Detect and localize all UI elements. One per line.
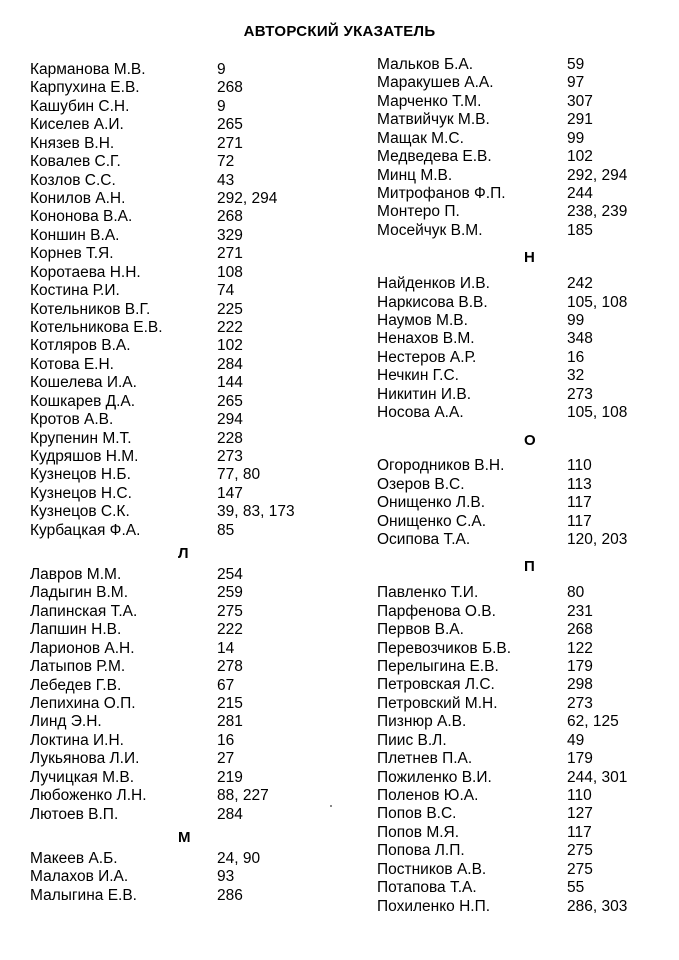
page-numbers: 185 xyxy=(567,221,593,239)
page-numbers: 147 xyxy=(217,484,243,502)
index-entry xyxy=(377,787,677,805)
author-name: Латыпов Р.М. xyxy=(30,658,126,676)
page-numbers: 39, 83, 173 xyxy=(217,503,295,521)
author-name: Постников А.В. xyxy=(377,860,487,878)
page-numbers: 62, 125 xyxy=(567,713,619,731)
page-numbers: 113 xyxy=(567,475,592,493)
page-numbers: 292, 294 xyxy=(217,190,278,207)
author-name: Ковалев С.Г. xyxy=(30,153,121,171)
index-entry xyxy=(377,56,677,74)
page-numbers: 144 xyxy=(217,374,243,392)
page-numbers: 271 xyxy=(217,134,243,152)
index-entry xyxy=(377,457,677,475)
index-entry xyxy=(30,282,340,300)
index-entry xyxy=(30,769,340,787)
page-numbers: 108 xyxy=(217,263,243,281)
author-name: Лавров М.М. xyxy=(30,565,122,583)
author-name: Матвийчук М.В. xyxy=(377,111,490,129)
page-numbers: 222 xyxy=(217,319,243,337)
author-name: Кононова В.А. xyxy=(30,208,133,226)
page-numbers: 105, 108 xyxy=(567,293,628,311)
page-numbers: 265 xyxy=(217,392,243,410)
index-entry xyxy=(30,411,340,429)
author-name: Ларионов А.Н. xyxy=(30,639,135,657)
page-numbers: 14 xyxy=(217,639,235,657)
index-entry xyxy=(377,74,677,92)
index-entry xyxy=(377,695,677,713)
page-numbers: 307 xyxy=(567,92,593,110)
author-name: Котельникова Е.В. xyxy=(30,319,163,337)
author-name: Мальков Б.А. xyxy=(377,56,474,73)
author-name: Минц М.В. xyxy=(377,166,453,184)
page-numbers: 49 xyxy=(567,731,585,749)
page-numbers: 105, 108 xyxy=(567,404,628,422)
index-entry xyxy=(377,898,677,916)
index-entry xyxy=(377,312,677,330)
page-numbers: 77, 80 xyxy=(217,466,261,484)
page-numbers: 244 xyxy=(567,185,593,202)
page-numbers: 9 xyxy=(217,61,226,78)
index-entry xyxy=(377,494,677,512)
author-name: Онищенко Л.В. xyxy=(377,494,486,512)
index-entry xyxy=(30,732,340,750)
index-entry xyxy=(30,153,340,171)
index-entry xyxy=(30,750,340,768)
page-numbers: 117 xyxy=(567,494,592,512)
letter-header: П xyxy=(524,558,535,576)
index-entry xyxy=(30,868,340,886)
author-name: Огородников В.Н. xyxy=(377,457,505,475)
index-entry xyxy=(30,695,340,713)
author-name: Нечкин Г.С. xyxy=(377,367,459,385)
page-title: АВТОРСКИЙ УКАЗАТЕЛЬ xyxy=(243,23,436,40)
page-numbers: 294 xyxy=(217,411,243,429)
page-numbers: 284 xyxy=(217,355,243,373)
author-name: Локтина И.Н. xyxy=(30,731,124,749)
page-numbers: 254 xyxy=(217,565,243,583)
author-name: Макеев А.Б. xyxy=(30,849,118,867)
page-numbers: 291 xyxy=(567,111,593,129)
page-numbers: 102 xyxy=(567,148,593,166)
index-entry xyxy=(30,61,340,79)
author-name: Котляров В.А. xyxy=(30,337,131,355)
index-entry xyxy=(30,448,340,466)
author-name: Озеров В.С. xyxy=(377,475,465,493)
index-entry xyxy=(30,208,340,226)
author-name: Наумов М.В. xyxy=(377,311,468,329)
index-entry xyxy=(30,430,340,448)
index-entry xyxy=(377,404,677,422)
author-name: Маракушев А.А. xyxy=(377,74,494,92)
index-entry xyxy=(377,640,677,658)
index-entry xyxy=(30,787,340,805)
index-entry xyxy=(30,227,340,245)
page-numbers: 110 xyxy=(567,787,592,805)
scan-speck xyxy=(330,805,332,807)
index-entry xyxy=(30,374,340,392)
author-name: Лучицкая М.В. xyxy=(30,768,135,786)
page-numbers: 67 xyxy=(217,676,235,694)
page-numbers: 32 xyxy=(567,367,585,385)
author-name: Ладыгин В.М. xyxy=(30,584,129,602)
index-entry xyxy=(377,531,677,549)
index-entry xyxy=(30,887,340,905)
author-name: Киселев А.И. xyxy=(30,116,124,134)
author-name: Коротаева Н.Н. xyxy=(30,263,141,281)
index-entry xyxy=(30,566,340,584)
index-entry xyxy=(30,503,340,521)
author-name: Любоженко Л.Н. xyxy=(30,787,147,805)
page-numbers: 284 xyxy=(217,805,243,823)
author-name: Князев В.Н. xyxy=(30,134,115,152)
index-entry xyxy=(30,393,340,411)
page-numbers: 244, 301 xyxy=(567,768,628,786)
index-entry xyxy=(30,245,340,263)
author-name: Корнев Т.Я. xyxy=(30,245,114,263)
author-name: Кошкарев Д.А. xyxy=(30,392,136,410)
page-numbers: 225 xyxy=(217,300,243,318)
page-numbers: 228 xyxy=(217,429,243,447)
author-name: Лепихина О.П. xyxy=(30,694,136,712)
author-name: Кротов А.В. xyxy=(30,411,114,429)
index-entry xyxy=(377,658,677,676)
page-numbers: 273 xyxy=(217,448,243,466)
index-entry xyxy=(30,485,340,503)
index-entry xyxy=(377,367,677,385)
author-name: Кузнецов Н.Б. xyxy=(30,466,131,484)
author-name: Мащак М.С. xyxy=(377,129,464,147)
page-numbers: 27 xyxy=(217,750,235,768)
author-name: Коншин В.А. xyxy=(30,226,120,244)
author-name: Нестеров А.Р. xyxy=(377,348,477,366)
page-numbers: 238, 239 xyxy=(567,203,628,221)
page-numbers: 273 xyxy=(567,694,593,712)
author-name: Перелыгина Е.В. xyxy=(377,658,499,675)
index-entry xyxy=(377,294,677,312)
author-name: Марченко Т.М. xyxy=(377,92,482,110)
page-numbers: 219 xyxy=(217,768,243,786)
page-numbers: 215 xyxy=(217,694,243,712)
author-name: Карпухина Е.В. xyxy=(30,79,140,97)
author-name: Попов М.Я. xyxy=(377,823,460,841)
author-name: Лапинская Т.А. xyxy=(30,602,138,620)
page-numbers: 231 xyxy=(567,602,593,620)
index-entry xyxy=(377,842,677,860)
page-numbers: 275 xyxy=(567,842,593,860)
index-entry xyxy=(30,135,340,153)
index-entry xyxy=(30,640,340,658)
page-numbers: 286, 303 xyxy=(567,897,628,915)
author-name: Кузнецов С.К. xyxy=(30,503,130,521)
index-entry xyxy=(30,466,340,484)
index-entry xyxy=(377,349,677,367)
page-numbers: 298 xyxy=(567,676,593,694)
author-name: Крупенин М.Т. xyxy=(30,429,132,447)
page-numbers: 99 xyxy=(567,311,585,329)
index-entry xyxy=(30,98,340,116)
index-entry xyxy=(377,93,677,111)
author-name: Парфенова О.В. xyxy=(377,602,496,620)
index-entry xyxy=(377,805,677,823)
page-numbers: 74 xyxy=(217,282,235,300)
index-entry xyxy=(377,769,677,787)
author-name: Пожиленко В.И. xyxy=(377,768,492,786)
index-entry xyxy=(377,185,677,203)
index-entry xyxy=(30,584,340,602)
author-name: Попов В.С. xyxy=(377,805,457,823)
index-entry xyxy=(377,330,677,348)
author-name: Онищенко С.А. xyxy=(377,512,487,530)
author-name: Малахов И.А. xyxy=(30,868,129,886)
author-name: Кашубин С.Н. xyxy=(30,97,130,115)
index-entry xyxy=(377,513,677,531)
page-numbers: 222 xyxy=(217,621,243,639)
author-name: Пизнюр А.В. xyxy=(377,713,467,731)
page-numbers: 43 xyxy=(217,171,235,189)
index-entry xyxy=(377,603,677,621)
page-numbers: 268 xyxy=(217,79,243,97)
page-numbers: 271 xyxy=(217,245,243,263)
index-entry xyxy=(377,476,677,494)
author-name: Малыгина Е.В. xyxy=(30,886,137,904)
index-entry xyxy=(377,713,677,731)
index-entry xyxy=(377,879,677,897)
letter-header: М xyxy=(178,829,191,846)
author-name: Котова Е.Н. xyxy=(30,355,114,373)
index-entry xyxy=(377,148,677,166)
index-entry xyxy=(30,850,340,868)
index-entry xyxy=(30,522,340,540)
page-numbers: 275 xyxy=(217,602,243,620)
index-entry xyxy=(377,732,677,750)
author-name: Лютоев В.П. xyxy=(30,805,119,823)
author-name: Петровский М.Н. xyxy=(377,694,498,712)
author-name: Ненахов В.М. xyxy=(377,330,475,348)
author-name: Линд Э.Н. xyxy=(30,713,102,731)
index-entry xyxy=(30,301,340,319)
author-name: Курбацкая Ф.А. xyxy=(30,521,141,539)
page-numbers: 268 xyxy=(567,621,593,639)
author-name: Кузнецов Н.С. xyxy=(30,484,132,502)
index-entry xyxy=(30,319,340,337)
letter-header: О xyxy=(524,431,536,449)
index-entry xyxy=(30,172,340,190)
author-name: Наркисова В.В. xyxy=(377,293,488,311)
author-name: Лебедев Г.В. xyxy=(30,676,122,694)
page-numbers: 292, 294 xyxy=(567,166,628,184)
page-numbers: 268 xyxy=(217,208,243,226)
author-name: Карманова М.В. xyxy=(30,61,146,78)
author-name: Похиленко Н.П. xyxy=(377,897,491,915)
page-numbers: 179 xyxy=(567,750,593,768)
author-name: Поленов Ю.А. xyxy=(377,787,479,805)
page-numbers: 59 xyxy=(567,56,585,73)
index-entry xyxy=(30,713,340,731)
page-numbers: 102 xyxy=(217,337,243,355)
page-numbers: 286 xyxy=(217,886,243,904)
letter-header: Л xyxy=(178,545,189,563)
page-numbers: 122 xyxy=(567,639,593,657)
page-numbers: 80 xyxy=(567,584,585,602)
index-entry xyxy=(377,222,677,240)
page-numbers: 329 xyxy=(217,226,243,244)
page-numbers: 16 xyxy=(217,731,235,749)
index-entry xyxy=(30,337,340,355)
index-entry xyxy=(377,275,677,293)
index-entry xyxy=(377,676,677,694)
author-name: Кудряшов Н.М. xyxy=(30,448,139,466)
index-entry xyxy=(377,750,677,768)
author-name: Найденков И.В. xyxy=(377,275,490,293)
index-entry xyxy=(30,264,340,282)
page-numbers: 120, 203 xyxy=(567,531,628,549)
page-numbers: 99 xyxy=(567,129,585,147)
page-numbers: 97 xyxy=(567,74,585,92)
author-name: Козлов С.С. xyxy=(30,171,116,189)
author-name: Осипова Т.А. xyxy=(377,531,471,549)
page-numbers: 93 xyxy=(217,868,235,886)
page-numbers: 273 xyxy=(567,385,593,403)
author-name: Носова А.А. xyxy=(377,404,464,422)
index-entry xyxy=(30,79,340,97)
author-name: Лукьянова Л.И. xyxy=(30,750,140,768)
author-name: Котельников В.Г. xyxy=(30,300,151,318)
page-numbers: 242 xyxy=(567,275,593,293)
author-name: Никитин И.В. xyxy=(377,385,472,403)
index-entry xyxy=(377,111,677,129)
page-numbers: 88, 227 xyxy=(217,787,269,805)
index-entry xyxy=(30,806,340,824)
author-name: Костина Р.И. xyxy=(30,282,120,300)
page-numbers: 265 xyxy=(217,116,243,134)
author-name: Петровская Л.С. xyxy=(377,676,495,694)
author-name: Мосейчук В.М. xyxy=(377,221,483,239)
page-numbers: 259 xyxy=(217,584,243,602)
author-name: Монтеро П. xyxy=(377,203,460,221)
index-entry xyxy=(377,584,677,602)
author-name: Митрофанов Ф.П. xyxy=(377,185,506,202)
author-name: Попова Л.П. xyxy=(377,842,465,860)
page-numbers: 110 xyxy=(567,457,592,475)
author-name: Павленко Т.И. xyxy=(377,584,479,602)
index-entry xyxy=(377,621,677,639)
page-numbers: 281 xyxy=(217,713,243,731)
page-numbers: 348 xyxy=(567,330,593,348)
index-entry xyxy=(377,824,677,842)
author-name: Первов В.А. xyxy=(377,621,464,639)
author-name: Перевозчиков Б.В. xyxy=(377,639,512,657)
index-entry xyxy=(30,677,340,695)
page-numbers: 117 xyxy=(567,823,592,841)
index-entry xyxy=(30,116,340,134)
author-name: Конилов А.Н. xyxy=(30,190,126,207)
index-entry xyxy=(377,167,677,185)
index-entry xyxy=(377,203,677,221)
author-name: Кошелева И.А. xyxy=(30,374,137,392)
author-name: Лапшин Н.В. xyxy=(30,621,122,639)
author-name: Потапова Т.А. xyxy=(377,879,477,897)
index-entry xyxy=(30,603,340,621)
author-name: Плетнев П.А. xyxy=(377,750,473,768)
index-entry xyxy=(30,356,340,374)
index-entry xyxy=(377,861,677,879)
page-numbers: 16 xyxy=(567,348,585,366)
letter-header: Н xyxy=(524,249,535,267)
author-name: Медведева Е.В. xyxy=(377,148,492,166)
page-numbers: 24, 90 xyxy=(217,849,261,867)
page-numbers: 127 xyxy=(567,805,593,823)
page-numbers: 179 xyxy=(567,658,593,675)
page-numbers: 275 xyxy=(567,860,593,878)
author-name: Пиис В.Л. xyxy=(377,731,447,749)
index-entry xyxy=(30,658,340,676)
page-numbers: 72 xyxy=(217,153,235,171)
index-entry xyxy=(377,130,677,148)
page-numbers: 117 xyxy=(567,512,592,530)
page-numbers: 85 xyxy=(217,521,235,539)
page-numbers: 9 xyxy=(217,97,226,115)
index-entry xyxy=(30,621,340,639)
index-entry xyxy=(377,386,677,404)
page-numbers: 278 xyxy=(217,658,243,676)
page-numbers: 55 xyxy=(567,879,585,897)
index-entry xyxy=(30,190,340,208)
